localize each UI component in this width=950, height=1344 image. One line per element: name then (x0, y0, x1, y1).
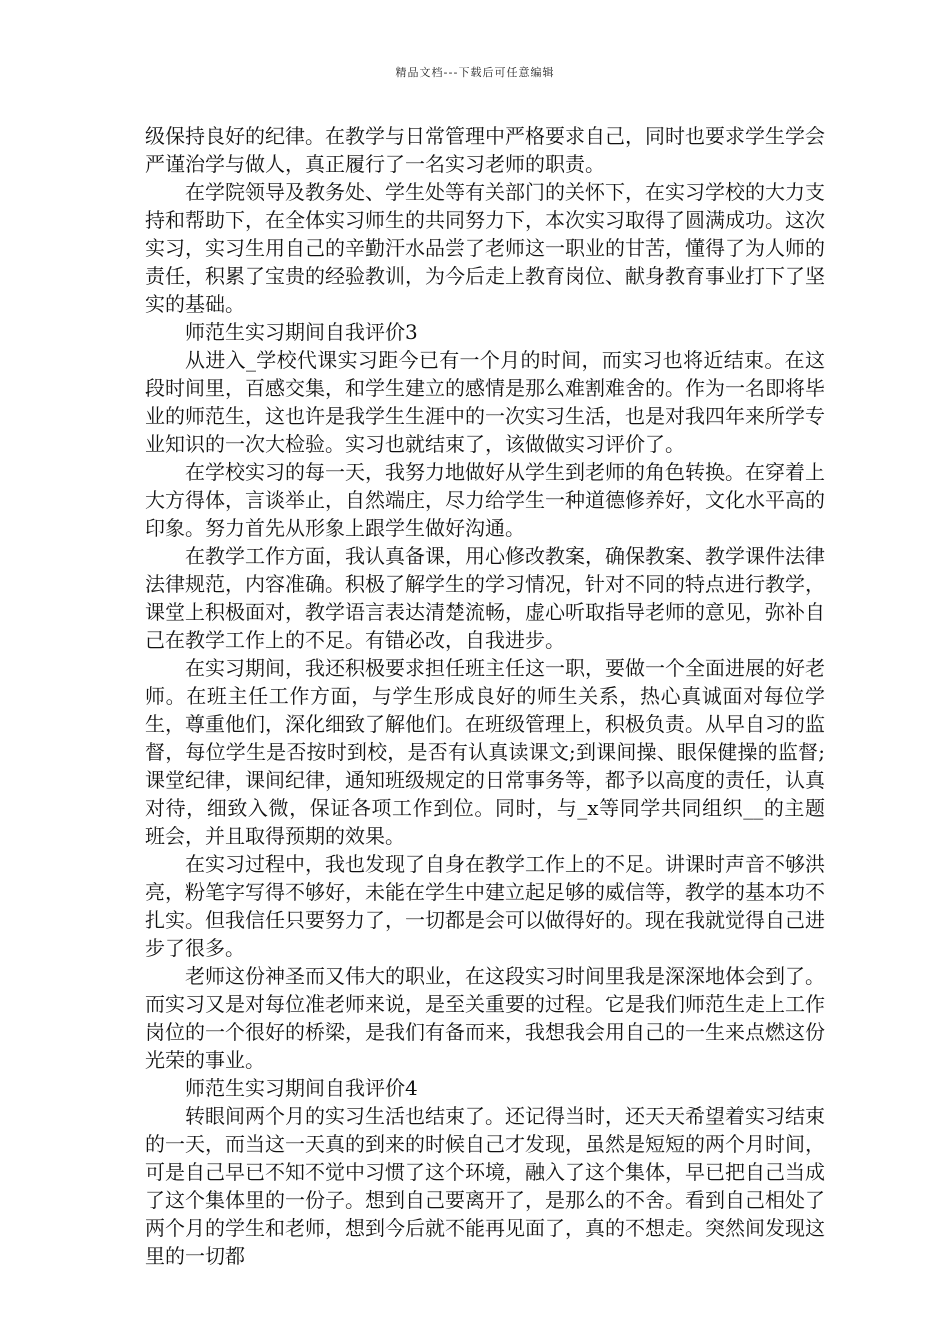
paragraph: 转眼间两个月的实习生活也结束了。还记得当时，还天天希望着实习结束的一天，而当这一天真的到来的时候自己才发现，虽然是短短的两个月时间，可是自己早已不知不觉中习惯了这个环境，融入了这个集体，早已把自己当成了这个集体里的一份子。想到自己要离开了，是那么的不舍。看到自己相处了两个月的学生和老师，想到今后就不能再见面了，真的不想走。突然间发现这里的一切都 (145, 1104, 825, 1268)
section-heading: 师范生实习期间自我评价4 (185, 1076, 418, 1100)
paragraph: 在学院领导及教务处、学生处等有关部门的关怀下，在实习学校的大力支持和帮助下，在全体实习师生的共同努力下，本次实习取得了圆满成功。这次实习，实习生用自己的辛勤汗水品尝了老师这一职业的甘苦，懂得了为人师的责任，积累了宝贵的经验教训，为今后走上教育岗位、献身教育事业打下了坚实的基础。 (145, 180, 825, 316)
paragraph: 在实习过程中，我也发现了自身在教学工作上的不足。讲课时声音不够洪亮，粉笔字写得不够好，未能在学生中建立起足够的威信等，教学的基本功不扎实。但我信任只要努力了，一切都是会可以做得好的。现在我就觉得自己进步了很多。 (145, 852, 825, 960)
paragraph: 从进入_学校代课实习距今已有一个月的时间，而实习也将近结束。在这段时间里，百感交集，和学生建立的感情是那么难割难舍的。作为一名即将毕业的师范生，这也许是我学生生涯中的一次实习生活，也是对我四年来所学专业知识的一次大检验。实习也就结束了，该做做实习评价了。 (145, 348, 825, 456)
section-heading: 师范生实习期间自我评价3 (185, 320, 418, 344)
paragraph: 在学校实习的每一天，我努力地做好从学生到老师的角色转换。在穿着上大方得体，言谈举止，自然端庄，尽力给学生一种道德修养好，文化水平高的印象。努力首先从形象上跟学生做好沟通。 (145, 460, 825, 540)
paragraph: 在实习期间，我还积极要求担任班主任这一职，要做一个全面进展的好老师。在班主任工作方面，与学生形成良好的师生关系，热心真诚面对每位学生，尊重他们，深化细致了解他们。在班级管理上，积极负责。从早自习的监督，每位学生是否按时到校，是否有认真读课文;到课间操、眼保健操的监督;课堂纪律，课间纪律，通知班级规定的日常事务等，都予以高度的责任，认真对待，细致入微，保证各项工作到位。同时，与_x等同学共同组织__的主题班会，并且取得预期的效果。 (145, 656, 825, 848)
paragraph: 老师这份神圣而又伟大的职业，在这段实习时间里我是深深地体会到了。而实习又是对每位准老师来说，是至关重要的过程。它是我们师范生走上工作岗位的一个很好的桥梁，是我们有备而来，我想我会用自己的一生来点燃这份光荣的事业。 (145, 964, 825, 1072)
paragraph: 级保持良好的纪律。在教学与日常管理中严格要求自己，同时也要求学生学会严谨治学与做人，真正履行了一名实习老师的职责。 (145, 124, 825, 176)
page-header: 精品文档---下载后可任意编辑 (395, 66, 555, 79)
paragraph: 在教学工作方面，我认真备课，用心修改教案，确保教案、教学课件法律法律规范，内容准确。积极了解学生的学习情况，针对不同的特点进行教学，课堂上积极面对，教学语言表达清楚流畅，虚心听取指导老师的意见，弥补自己在教学工作上的不足。有错必改，自我进步。 (145, 544, 825, 652)
document-body (145, 122, 825, 1270)
